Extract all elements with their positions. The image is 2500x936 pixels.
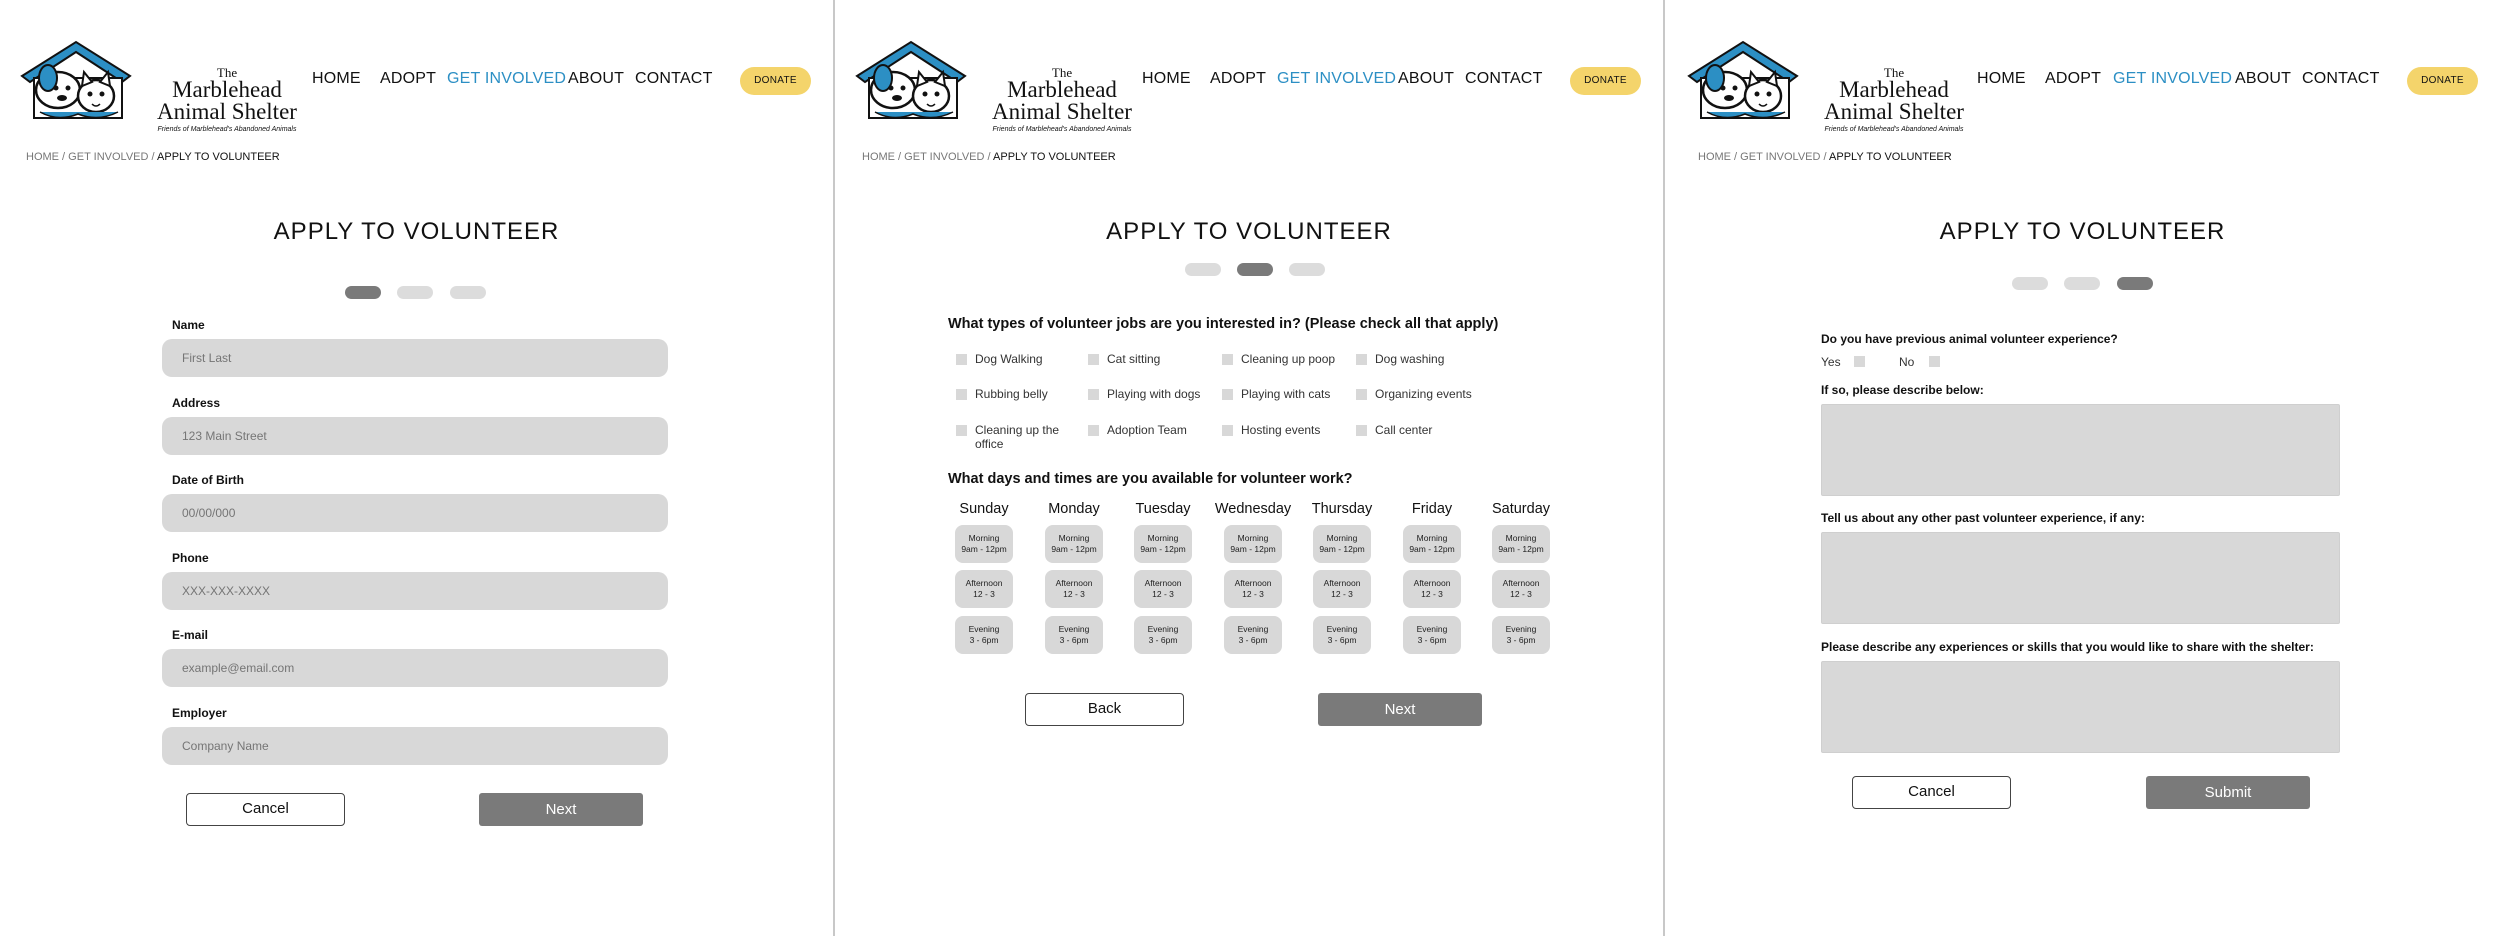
breadcrumb-home[interactable]: HOME [1698,151,1731,163]
step2-panel [835,0,1663,936]
slot-name: Evening [1416,624,1448,634]
job-adoption-team[interactable] [1088,423,1213,437]
slot-name: Afternoon [1144,578,1182,588]
slot-name: Evening [1326,624,1358,634]
slot-time: 3 - 6pm [1148,635,1178,645]
job-playing-with-dogs[interactable] [1088,387,1213,401]
slot-sunday-afternoon[interactable] [955,570,1013,608]
cancel-button[interactable]: Cancel [1852,776,2011,809]
logo-line1: Marblehead [1839,77,1949,102]
nav-contact[interactable]: CONTACT [1465,70,1543,87]
describe-textarea[interactable] [1821,404,2340,496]
job-playing-with-cats[interactable] [1222,387,1347,401]
step-indicator-2 [1237,263,1273,276]
nav-contact[interactable]: CONTACT [2302,70,2380,87]
day-friday: Friday [1411,501,1453,517]
checkbox[interactable] [1088,389,1099,400]
job-cat-sitting[interactable] [1088,352,1213,366]
job-label: Adoption Team [1107,423,1187,437]
checkbox[interactable] [956,354,967,365]
no-label: No [1899,355,1915,369]
logo-line2: Animal Shelter [992,99,1132,124]
logo-house-pets-icon [853,38,985,124]
breadcrumb-current: APPLY TO VOLUNTEER [157,151,280,163]
skills-label: Please describe any experiences or skills that you would like to share with the shelter: [1821,640,2314,654]
checkbox[interactable] [1356,354,1367,365]
breadcrumb-get-involved[interactable]: GET INVOLVED [68,151,149,163]
yes-checkbox[interactable] [1854,356,1865,367]
slot-monday-morning[interactable] [1045,525,1103,563]
slot-sunday-morning[interactable] [955,525,1013,563]
logo-wordmark [152,66,302,135]
email-label: E-mail [172,628,209,642]
nav-adopt[interactable]: ADOPT [1210,70,1267,87]
slot-name: Afternoon [1323,578,1361,588]
step-indicator-1 [1185,263,1221,276]
nav-contact[interactable]: CONTACT [635,70,713,87]
job-label: Cleaning up poop [1241,352,1336,366]
breadcrumb-separator: / [148,151,158,163]
step-indicator-2 [2064,277,2100,290]
slot-sunday-evening[interactable] [955,616,1013,654]
slot-time: 12 - 3 [973,589,995,599]
slot-name: Evening [1505,624,1537,634]
breadcrumb-current: APPLY TO VOLUNTEER [1829,151,1952,163]
slot-tuesday-evening[interactable] [1134,616,1192,654]
breadcrumb-home[interactable]: HOME [26,151,59,163]
slot-time: 9am - 12pm [1230,544,1276,554]
slot-saturday-morning[interactable] [1492,525,1550,563]
slot-name: Morning [1505,533,1537,543]
shelter-logo[interactable] [18,38,297,133]
no-checkbox[interactable] [1929,356,1940,367]
job-label: Organizing events [1375,387,1472,401]
checkbox[interactable] [956,425,967,436]
breadcrumb-current: APPLY TO VOLUNTEER [993,151,1116,163]
slot-name: Morning [1416,533,1448,543]
next-button[interactable]: Next [1318,693,1482,726]
slot-time: 3 - 6pm [1417,635,1447,645]
dob-input[interactable] [162,494,668,532]
other-experience-textarea[interactable] [1821,532,2340,624]
donate-button[interactable]: DONATE [2407,67,2478,95]
breadcrumb-home[interactable]: HOME [862,151,895,163]
jobs-question: What types of volunteer jobs are you interested in? (Please check all that apply) [948,316,1499,332]
breadcrumb-separator: / [895,151,905,163]
logo-house-pets-icon [18,38,150,124]
slot-time: 9am - 12pm [961,544,1007,554]
step-indicator-3 [1289,263,1325,276]
day-saturday: Saturday [1491,501,1551,517]
job-rubbing-belly[interactable] [956,387,1081,401]
slot-name: Evening [1147,624,1179,634]
slot-name: Morning [1237,533,1269,543]
day-sunday: Sunday [959,501,1009,517]
nav-adopt[interactable]: ADOPT [380,70,437,87]
breadcrumb [1698,151,1952,163]
donate-button[interactable]: DONATE [1570,67,1641,95]
job-label: Dog Walking [975,352,1043,366]
step3-panel [1665,0,2500,936]
logo-tagline: Friends of Marblehead's Abandoned Animals [157,126,297,133]
breadcrumb-separator: / [59,151,69,163]
logo-the: The [216,65,238,80]
page-title: APPLY TO VOLUNTEER [1939,218,2226,245]
nav-get-involved[interactable]: GET INVOLVED [447,70,567,87]
slot-friday-afternoon[interactable] [1403,570,1461,608]
email-input[interactable] [162,649,668,687]
slot-name: Afternoon [1502,578,1540,588]
nav-about[interactable]: ABOUT [568,70,625,87]
name-label: Name [172,318,205,332]
back-button[interactable]: Back [1025,693,1184,726]
checkbox[interactable] [1222,389,1233,400]
breadcrumb-get-involved[interactable]: GET INVOLVED [1740,151,1821,163]
logo-line1: Marblehead [172,77,282,102]
slot-name: Evening [1058,624,1090,634]
address-label: Address [172,396,221,410]
job-cleaning-up-office[interactable] [956,423,1076,451]
slot-time: 3 - 6pm [1059,635,1089,645]
job-dog-washing[interactable] [1356,352,1481,366]
day-tuesday: Tuesday [1135,501,1191,517]
job-organizing-events[interactable] [1356,387,1481,401]
step1-panel [0,0,833,936]
cancel-button[interactable]: Cancel [186,793,345,826]
experience-question: Do you have previous animal volunteer experience? [1821,332,2118,346]
name-input[interactable] [162,339,668,377]
logo-wordmark [987,66,1137,135]
breadcrumb [26,151,280,163]
checkbox[interactable] [1088,425,1099,436]
slot-time: 12 - 3 [1331,589,1353,599]
step-indicator-3 [450,286,486,299]
shelter-logo[interactable] [853,38,1132,133]
logo-tagline: Friends of Marblehead's Abandoned Animals [1824,126,1964,133]
nav-about[interactable]: ABOUT [1398,70,1455,87]
day-thursday: Thursday [1311,501,1373,517]
slot-name: Morning [1326,533,1358,543]
job-label: Cat sitting [1107,352,1161,366]
logo-the: The [1051,65,1073,80]
slot-name: Evening [968,624,1000,634]
logo-line2: Animal Shelter [157,99,297,124]
step-indicator-2 [397,286,433,299]
submit-button[interactable]: Submit [2146,776,2310,809]
checkbox[interactable] [1356,389,1367,400]
slot-thursday-morning[interactable] [1313,525,1371,563]
slot-saturday-evening[interactable] [1492,616,1550,654]
logo-line1: Marblehead [1007,77,1117,102]
logo-tagline: Friends of Marblehead's Abandoned Animals [992,126,1132,133]
slot-tuesday-afternoon[interactable] [1134,570,1192,608]
nav-adopt[interactable]: ADOPT [2045,70,2102,87]
day-monday: Monday [1048,501,1100,517]
job-label: Rubbing belly [975,387,1048,401]
job-label: Call center [1375,423,1433,437]
slot-name: Afternoon [1234,578,1272,588]
slot-name: Afternoon [1055,578,1093,588]
slot-time: 9am - 12pm [1319,544,1365,554]
checkbox[interactable] [1222,354,1233,365]
job-label: Hosting events [1241,423,1321,437]
logo-wordmark [1819,66,1969,135]
slot-name: Morning [968,533,1000,543]
describe-label: If so, please describe below: [1821,383,1984,397]
slot-time: 9am - 12pm [1051,544,1097,554]
slot-friday-morning[interactable] [1403,525,1461,563]
slot-time: 12 - 3 [1242,589,1264,599]
address-input[interactable] [162,417,668,455]
slot-time: 12 - 3 [1152,589,1174,599]
job-call-center[interactable] [1356,423,1481,437]
slot-time: 3 - 6pm [1327,635,1357,645]
slot-wednesday-evening[interactable] [1224,616,1282,654]
slot-time: 9am - 12pm [1409,544,1455,554]
breadcrumb-separator: / [984,151,994,163]
nav-about[interactable]: ABOUT [2235,70,2292,87]
checkbox[interactable] [1356,425,1367,436]
slot-wednesday-afternoon[interactable] [1224,570,1282,608]
job-label: Playing with dogs [1107,387,1201,401]
nav-home[interactable]: HOME [1977,70,2026,87]
slot-monday-afternoon[interactable] [1045,570,1103,608]
job-label: Cleaning up the office [975,423,1060,451]
other-experience-label: Tell us about any other past volunteer experience, if any: [1821,511,2145,525]
donate-button[interactable]: DONATE [740,67,811,95]
slot-name: Evening [1237,624,1269,634]
logo-line2: Animal Shelter [1824,99,1964,124]
slot-time: 9am - 12pm [1140,544,1186,554]
checkbox[interactable] [1088,354,1099,365]
slot-time: 12 - 3 [1421,589,1443,599]
nav-home[interactable]: HOME [1142,70,1191,87]
job-dog-walking[interactable] [956,352,1081,366]
phone-label: Phone [172,551,209,565]
page-title: APPLY TO VOLUNTEER [273,218,560,245]
step-indicator-3 [2117,277,2153,290]
next-button[interactable]: Next [479,793,643,826]
breadcrumb-get-involved[interactable]: GET INVOLVED [904,151,985,163]
slot-thursday-evening[interactable] [1313,616,1371,654]
logo-the: The [1883,65,1905,80]
skills-textarea[interactable] [1821,661,2340,753]
step-indicator-1 [2012,277,2048,290]
slot-name: Morning [1147,533,1179,543]
slot-time: 3 - 6pm [969,635,999,645]
checkbox[interactable] [956,389,967,400]
slot-tuesday-morning[interactable] [1134,525,1192,563]
page-title: APPLY TO VOLUNTEER [1106,218,1392,245]
slot-time: 12 - 3 [1063,589,1085,599]
phone-input[interactable] [162,572,668,610]
job-cleaning-up-poop[interactable] [1222,352,1347,366]
nav-get-involved[interactable]: GET INVOLVED [1277,70,1397,87]
job-hosting-events[interactable] [1222,423,1347,437]
slot-name: Afternoon [965,578,1003,588]
employer-input[interactable] [162,727,668,765]
slot-time: 9am - 12pm [1498,544,1544,554]
day-wednesday: Wednesday [1214,501,1292,517]
slot-name: Morning [1058,533,1090,543]
dob-label: Date of Birth [172,473,244,487]
job-label: Playing with cats [1241,387,1331,401]
shelter-logo[interactable] [1685,38,1964,133]
slot-time: 3 - 6pm [1506,635,1536,645]
slot-thursday-afternoon[interactable] [1313,570,1371,608]
logo-house-pets-icon [1685,38,1817,124]
job-label: Dog washing [1375,352,1445,366]
slot-wednesday-morning[interactable] [1224,525,1282,563]
nav-home[interactable]: HOME [312,70,361,87]
availability-question: What days and times are you available for volunteer work? [948,471,1353,487]
slot-friday-evening[interactable] [1403,616,1461,654]
breadcrumb [862,151,1116,163]
breadcrumb-separator: / [1820,151,1830,163]
yes-label: Yes [1821,355,1841,369]
slot-saturday-afternoon[interactable] [1492,570,1550,608]
slot-time: 12 - 3 [1510,589,1532,599]
slot-monday-evening[interactable] [1045,616,1103,654]
step-indicator-1 [345,286,381,299]
checkbox[interactable] [1222,425,1233,436]
employer-label: Employer [172,706,227,720]
breadcrumb-separator: / [1731,151,1741,163]
slot-time: 3 - 6pm [1238,635,1268,645]
slot-name: Afternoon [1413,578,1451,588]
nav-get-involved[interactable]: GET INVOLVED [2113,70,2233,87]
